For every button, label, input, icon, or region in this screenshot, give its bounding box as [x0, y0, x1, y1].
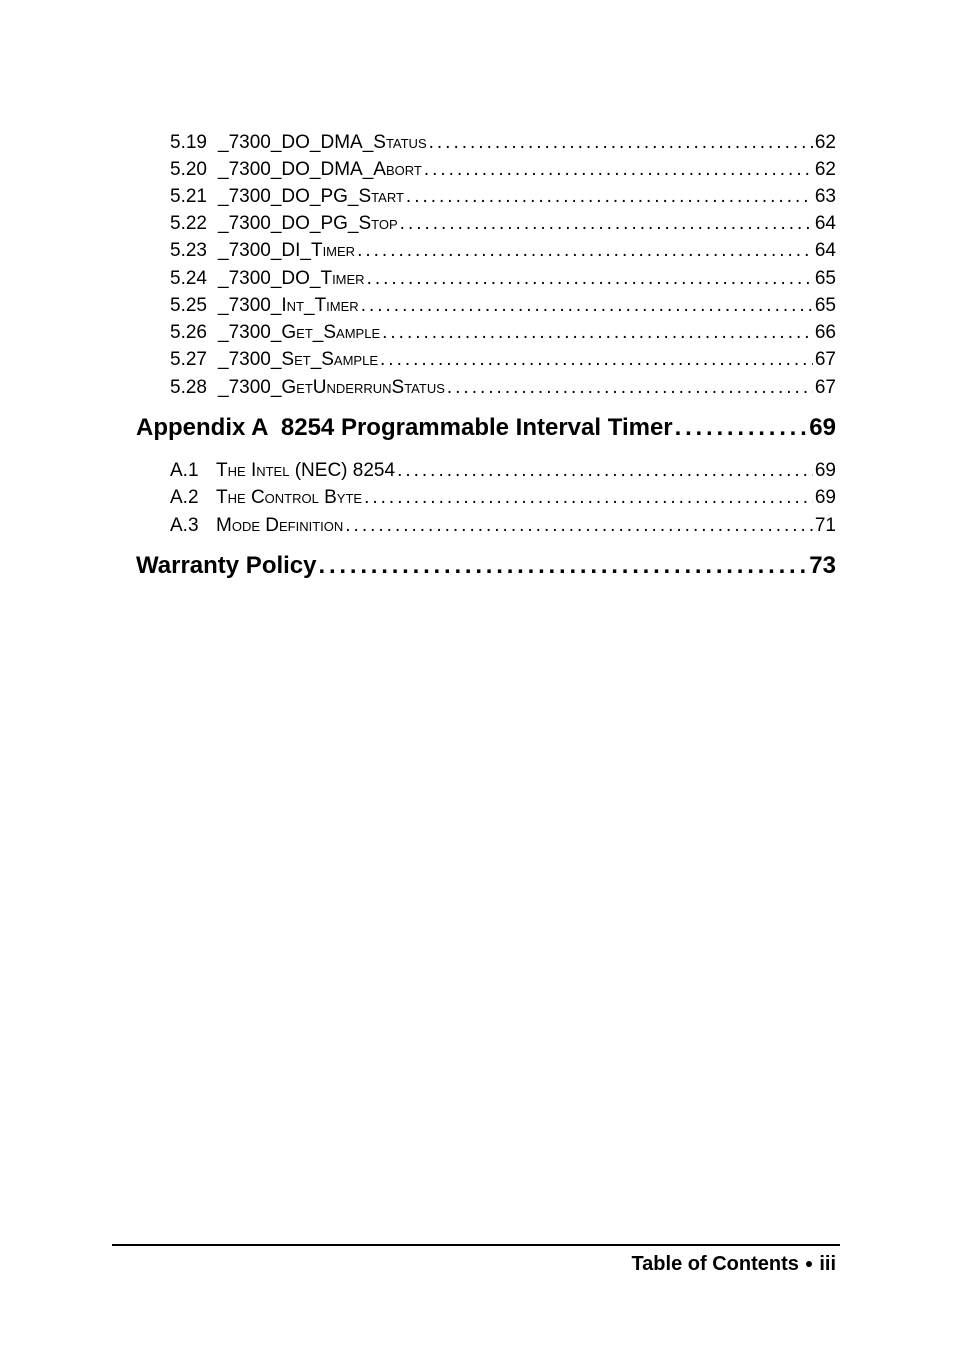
toc-entry-number: A.1	[170, 460, 199, 481]
toc-entry-title: _7300_GetUnderrunStatus	[218, 377, 445, 398]
toc-entry-page: 69	[814, 487, 836, 508]
toc-entry-title: _7300_DO_DMA_Abort	[218, 159, 422, 180]
toc-entry-page: 65	[814, 268, 836, 289]
toc-entry-title: _7300_DO_Timer	[218, 268, 365, 289]
toc-chapter-page: 69	[809, 414, 836, 441]
toc-entry-page: 67	[814, 349, 836, 370]
toc-entry-page: 62	[814, 132, 836, 153]
toc-chapter-title: Appendix A 8254 Programmable Interval Timer	[136, 414, 673, 441]
dot-leader	[429, 131, 813, 155]
dot-leader	[357, 239, 813, 263]
dot-leader	[364, 486, 813, 510]
toc-entry-number: A.2	[170, 487, 199, 508]
toc-entry-a-3[interactable]	[170, 514, 836, 538]
footer-label: Table of Contents	[631, 1253, 799, 1275]
toc-entry-title: _7300_DO_DMA_Status	[218, 132, 427, 153]
dot-leader	[675, 413, 808, 443]
toc-entry-number: 5.20	[170, 159, 207, 180]
page-footer	[631, 1251, 836, 1276]
toc-entry-title: _7300_Set_Sample	[218, 349, 379, 370]
dot-leader	[406, 185, 813, 209]
dot-leader	[319, 551, 808, 581]
dot-leader	[361, 294, 813, 318]
toc-chapter-title: Warranty Policy	[136, 552, 317, 579]
toc-entry-5-26[interactable]	[170, 321, 836, 345]
footer-page-number: iii	[819, 1253, 836, 1275]
dot-leader	[397, 459, 813, 483]
toc-entry-page: 64	[814, 240, 836, 261]
toc-entry-5-21[interactable]	[170, 185, 836, 209]
bullet-icon: ●	[804, 1255, 814, 1271]
toc-entry-title: The Intel (NEC) 8254	[216, 460, 396, 481]
toc-entry-page: 64	[814, 213, 836, 234]
dot-leader	[345, 514, 813, 538]
toc-entry-5-23[interactable]	[170, 239, 836, 263]
toc-entry-5-19[interactable]	[170, 131, 836, 155]
toc-entry-page: 67	[814, 377, 836, 398]
toc-entry-number: 5.28	[170, 377, 207, 398]
toc-entry-page: 62	[814, 159, 836, 180]
toc-entry-page: 69	[814, 460, 836, 481]
toc-entry-page: 66	[814, 322, 836, 343]
toc-entry-number: 5.22	[170, 213, 207, 234]
toc-entry-number: 5.26	[170, 322, 207, 343]
toc-entry-title: The Control Byte	[216, 487, 363, 508]
toc-chapter-page: 73	[809, 552, 836, 579]
toc-entry-5-20[interactable]	[170, 158, 836, 182]
toc-entry-number: 5.27	[170, 349, 207, 370]
toc-entry-number: 5.24	[170, 268, 207, 289]
toc-entry-page: 71	[814, 515, 836, 536]
toc-entry-title: Mode Definition	[216, 515, 344, 536]
toc-entry-a-2[interactable]	[170, 486, 836, 510]
toc-chapter-appendix-a[interactable]	[136, 413, 836, 443]
toc-entry-page: 63	[814, 186, 836, 207]
toc-entry-number: 5.23	[170, 240, 207, 261]
toc-entry-title: _7300_Int_Timer	[218, 295, 359, 316]
toc-entry-5-27[interactable]	[170, 348, 836, 372]
toc-entry-title: _7300_DO_PG_Stop	[218, 213, 398, 234]
toc-entry-number: 5.21	[170, 186, 207, 207]
toc-entry-5-22[interactable]	[170, 212, 836, 236]
toc-entry-title: _7300_Get_Sample	[218, 322, 381, 343]
dot-leader	[382, 321, 813, 345]
toc-chapter-warranty-policy[interactable]	[136, 551, 836, 581]
dot-leader	[380, 348, 813, 372]
toc-entry-5-24[interactable]	[170, 267, 836, 291]
toc-entry-page: 65	[814, 295, 836, 316]
toc-entry-number: 5.25	[170, 295, 207, 316]
footer-divider	[112, 1244, 840, 1246]
toc-entry-a-1[interactable]	[170, 459, 836, 483]
dot-leader	[447, 376, 813, 400]
toc-entry-5-28[interactable]	[170, 376, 836, 400]
dot-leader	[400, 212, 813, 236]
toc-entry-number: 5.19	[170, 132, 207, 153]
toc-entry-5-25[interactable]	[170, 294, 836, 318]
toc-entry-title: _7300_DI_Timer	[218, 240, 356, 261]
dot-leader	[367, 267, 813, 291]
dot-leader	[424, 158, 813, 182]
toc-entry-title: _7300_DO_PG_Start	[218, 186, 404, 207]
toc-entry-number: A.3	[170, 515, 199, 536]
